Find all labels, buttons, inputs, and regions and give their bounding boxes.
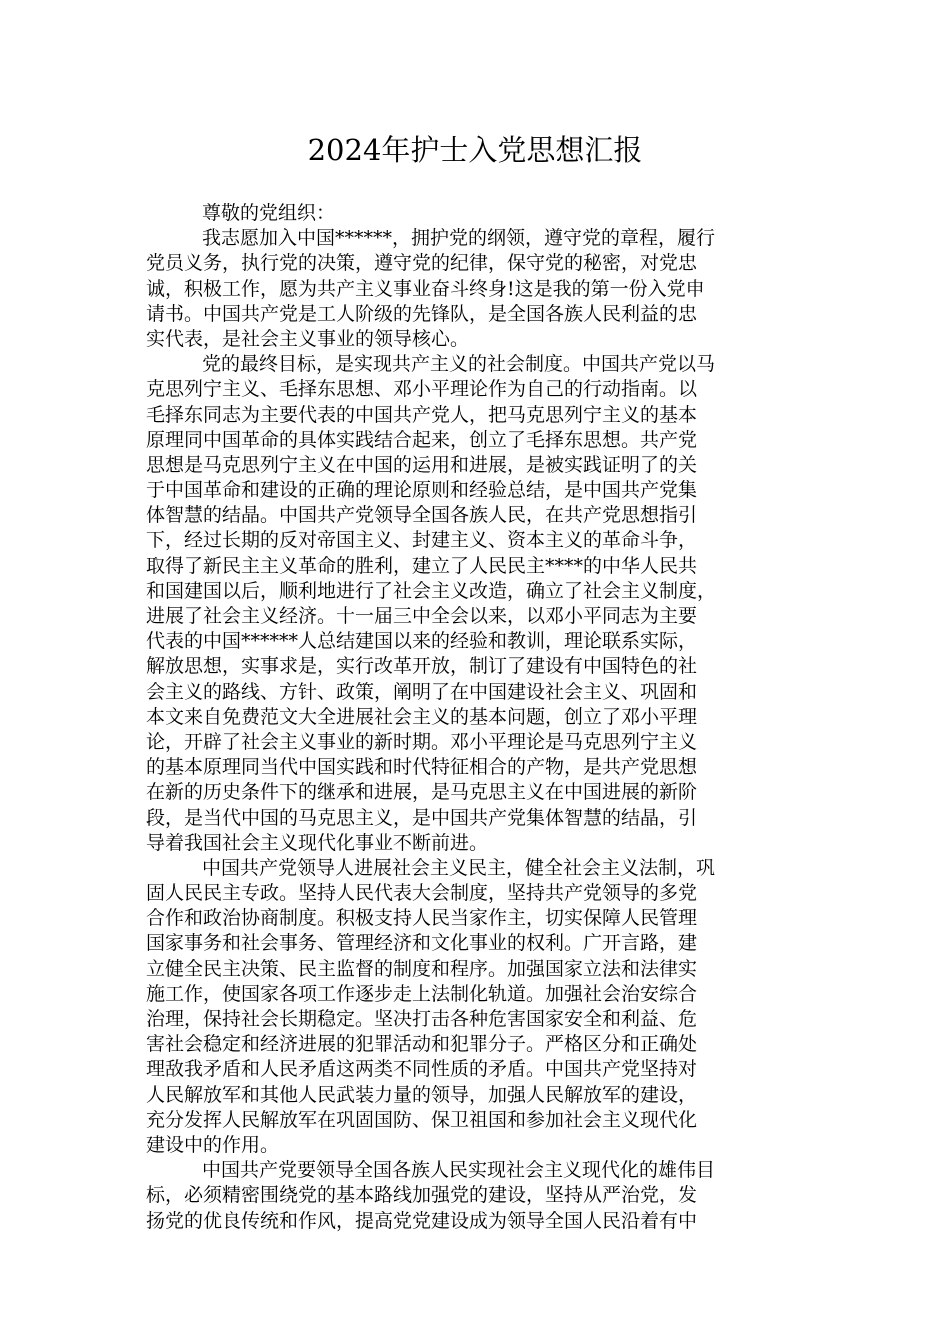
text-line: 解放思想，实事求是，实行改革开放，制订了建设有中国特色的社 xyxy=(146,655,698,678)
text-line: 和国建国以后，顺利地进行了社会主义改造，确立了社会主义制度， xyxy=(146,579,717,602)
text-line: 取得了新民主主义革命的胜利，建立了人民民主****的中华人民共 xyxy=(146,554,698,577)
text-line: 我志愿加入中国******，拥护党的纲领，遵守党的章程，履行 xyxy=(202,227,716,250)
text-line: 在新的历史条件下的继承和进展，是马克思主义在中国进展的新阶 xyxy=(146,781,698,804)
page-title: 2024年护士入党思想汇报 xyxy=(307,133,643,167)
text-line: 实代表，是社会主义事业的领导核心。 xyxy=(146,327,470,350)
text-line: 固人民民主专政。坚持人民代表大会制度，坚持共产党领导的多党 xyxy=(146,882,698,905)
text-line: 扬党的优良传统和作风，提高党党建设成为领导全国人民沿着有中 xyxy=(146,1209,698,1232)
text-line: 治理，保持社会长期稳定。坚决打击各种危害国家安全和利益、危 xyxy=(146,1008,698,1030)
text-line: 于中国革命和建设的正确的理论原则和经验总结，是中国共产党集 xyxy=(146,479,698,502)
text-line: 党员义务，执行党的决策，遵守党的纪律，保守党的秘密，对党忠 xyxy=(146,252,698,275)
document-body xyxy=(146,201,818,1234)
text-line: 论，开辟了社会主义事业的新时期。邓小平理论是马克思列宁主义 xyxy=(146,730,698,753)
text-line: 中国共产党要领导全国各族人民实现社会主义现代化的雄伟目 xyxy=(202,1159,716,1182)
text-line: 诚，积极工作，愿为共产主义事业奋斗终身!这是我的第一份入党申 xyxy=(146,277,705,300)
text-line: 中国共产党领导人进展社会主义民主，健全社会主义法制，巩 xyxy=(202,856,716,879)
text-line: 尊敬的党组织： xyxy=(202,202,336,224)
text-line: 国家事务和社会事务、管理经济和文化事业的权利。广开言路，建 xyxy=(146,932,698,955)
text-line: 本文来自免费范文大全进展社会主义的基本问题，创立了邓小平理 xyxy=(146,705,698,728)
text-line: 段，是当代中国的马克思主义，是中国共产党集体智慧的结晶，引 xyxy=(146,806,698,829)
text-line: 立健全民主决策、民主监督的制度和程序。加强国家立法和法律实 xyxy=(146,957,698,980)
text-line: 党的最终目标，是实现共产主义的社会制度。中国共产党以马 xyxy=(202,353,716,376)
text-line: 施工作，使国家各项工作逐步走上法制化轨道。加强社会治安综合 xyxy=(146,982,698,1005)
text-line: 人民解放军和其他人民武装力量的领导，加强人民解放军的建设， xyxy=(146,1083,698,1106)
text-line: 原理同中国革命的具体实践结合起来，创立了毛择东思想。共产党 xyxy=(146,428,698,451)
text-line: 毛择东同志为主要代表的中国共产党人，把马克思列宁主义的基本 xyxy=(146,403,698,426)
text-line: 充分发挥人民解放军在巩固国防、保卫祖国和参加社会主义现代化 xyxy=(146,1108,698,1131)
text-line: 体智慧的结晶。中国共产党领导全国各族人民，在共产党思想指引 xyxy=(146,504,698,527)
text-line: 建设中的作用。 xyxy=(146,1133,280,1156)
text-line: 导着我国社会主义现代化事业不断前进。 xyxy=(146,831,489,854)
text-line: 标，必须精密围绕党的基本路线加强党的建设，坚持从严治党，发 xyxy=(146,1184,698,1207)
text-line: 会主义的路线、方针、政策，阐明了在中国建设社会主义、巩固和 xyxy=(146,680,698,703)
text-line: 的基本原理同当代中国实践和时代特征相合的产物，是共产党思想 xyxy=(146,756,698,779)
text-line: 下，经过长期的反对帝国主义、封建主义、资本主义的革命斗争， xyxy=(146,529,698,552)
text-line: 代表的中国******人总结建国以来的经验和教训，理论联系实际， xyxy=(146,630,698,653)
text-line: 克思列宁主义、毛择东思想、邓小平理论作为自己的行动指南。以 xyxy=(146,378,698,401)
text-line: 理敌我矛盾和人民矛盾这两类不同性质的矛盾。中国共产党坚持对 xyxy=(146,1058,698,1081)
text-line: 合作和政治协商制度。积极支持人民当家作主，切实保障人民管理 xyxy=(146,907,698,930)
text-line: 思想是马克思列宁主义在中国的运用和进展，是被实践证明了的关 xyxy=(146,453,698,476)
text-line: 进展了社会主义经济。十一届三中全会以来，以邓小平同志为主要 xyxy=(146,605,698,627)
text-line: 害社会稳定和经济进展的犯罪活动和犯罪分子。严格区分和正确处 xyxy=(146,1033,698,1056)
text-line: 请书。中国共产党是工人阶级的先锋队，是全国各族人民利益的忠 xyxy=(146,302,698,325)
